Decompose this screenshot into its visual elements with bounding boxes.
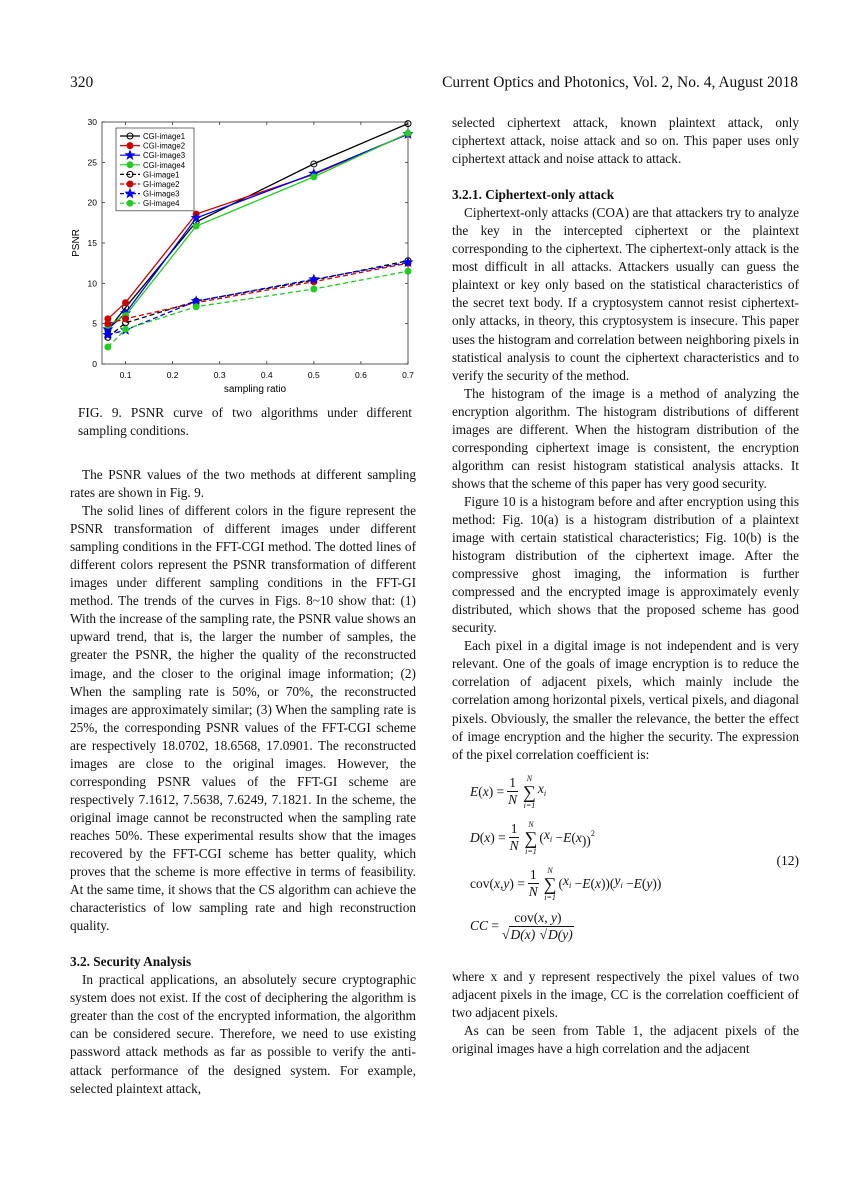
data-point — [123, 326, 129, 332]
x-tick-label: 0.6 — [355, 370, 367, 380]
paragraph: Each pixel in a digital image is not independent and is very relevant. One of the goals of image encryption is to reduce the correlation of adjacent pixels, which mainly include the correlation among horizontal pixels, vertical pixels, and diagonal pixels. Obviously, the smaller the relevance, the better the effect of image encryption and the higher the security. The expression of the pixel correlation coefficient is: — [452, 638, 799, 762]
data-point — [311, 286, 317, 292]
psnr-line-chart — [70, 114, 416, 400]
legend-label: GI-image1 — [143, 170, 180, 180]
page-header — [70, 74, 798, 94]
paragraph: As can be seen from Table 1, the adjacent pixels of the original images have a high correlation and the adjacent — [452, 1022, 799, 1056]
y-tick-label: 0 — [92, 359, 97, 369]
data-point — [193, 223, 199, 229]
x-tick-label: 0.5 — [307, 370, 320, 380]
legend-marker — [127, 200, 133, 206]
x-tick-label: 0.3 — [213, 370, 226, 380]
x-tick-label: 0.1 — [119, 370, 132, 380]
left-column — [70, 114, 416, 1098]
paragraph: Ciphertext-only attacks (COA) are that attackers try to analyze the key in the intercepted ciphertext or the plaintext corresponding to the ciphertext. The ciphertext-only attack is the most difficult in all attacks. Attackers usually can guess the plaintext or key only based on the statistical characteristics of the secret text body. If a cryptosystem cannot resist ciphertext-only attacks, in theory, this cryptosystem is insecure. This paper uses the histogram and correlation between neighboring pixels in statistical analysis to count the ciphertext characteristics and to verify the security of the method. — [452, 205, 799, 383]
data-point — [311, 174, 317, 180]
x-axis-label: sampling ratio — [223, 384, 287, 395]
journal-info: Current Optics and Photonics, Vol. 2, No. 4, August 2018 — [442, 74, 798, 91]
y-tick-label: 10 — [87, 278, 97, 289]
data-point — [405, 268, 411, 274]
page-number: 320 — [70, 74, 94, 91]
equation-12 — [452, 770, 799, 958]
equation-variance: D ( x ) = $\frac{1}{N}$ N ∑ i=1 ( $x_i$ − E ( x ))$^2$ — [470, 819, 595, 856]
legend-label: GI-image3 — [143, 189, 180, 199]
legend-label: GI-image2 — [143, 180, 180, 189]
legend-marker — [127, 162, 133, 168]
paragraph: where x and y represent respectively the pixel values of two adjacent pixels in the image, CC is the correlation coefficient of two adjacent pixels. — [452, 968, 799, 1020]
subsection-heading: 3.2.1. Ciphertext-only attack — [452, 187, 615, 203]
equation-covariance: cov( x , y ) = $\frac{1}{N}$ N ∑ i=1 ( $x_i$ − E ( x ))( $y_i$ − E ( y )) — [470, 865, 662, 902]
y-tick-label: 25 — [87, 157, 97, 168]
y-tick-label: 20 — [87, 197, 97, 208]
series-line — [108, 271, 408, 347]
paragraph: The PSNR values of the two methods at different sampling rates are shown in Fig. 9. — [70, 467, 416, 501]
legend-label: CGI-image3 — [143, 151, 186, 161]
paragraph: In practical applications, an absolutely secure cryptographic system does not exist. If the cost of deciphering the algorithm is greater than the cost of the encrypted information, the algorithm can be considered secure. Therefore, we need to use existing password attack methods as far as possible to verify the anti-attack performance of the designed system. For example, selected plaintext attack, — [70, 972, 416, 1096]
figure-9 — [70, 114, 416, 400]
legend-label: CGI-image2 — [143, 141, 186, 151]
section-heading: 3.2. Security Analysis — [70, 954, 192, 970]
y-tick-label: 30 — [87, 117, 97, 127]
data-point — [193, 304, 199, 310]
paragraph: Figure 10 is a histogram before and after encryption using this method: Fig. 10(a) is a histogram distribution of a plaintext image with certain statistical characteristics; Fig. 10(b) is the histogram distribution of the ciphertext image. After the compressive ghost imaging, the information is further compressed and the encrypted image is approximately evenly distributed, which shows that the proposed scheme has good security. — [452, 493, 799, 636]
x-tick-label: 0.4 — [260, 370, 273, 380]
x-tick-label: 0.2 — [166, 370, 179, 380]
legend-label: CGI-image1 — [143, 132, 186, 141]
data-point — [123, 316, 129, 322]
series-line — [108, 262, 408, 335]
y-axis-label: PSNR — [71, 229, 82, 257]
paragraph: The solid lines of different colors in the figure represent the PSNR transformation of different images under different sampling conditions in the FFT-CGI method. The dotted lines of different colors represent the PSNR transformation of different images under different sampling conditions in the FFT-GI method. The trends of the curves in Figs. 8~10 show that: (1) With the increase of the sampling rate, the PSNR value shows an upward trend, that is, the larger the number of samples, the greater the PSNR, the higher the quality of the reconstructed image, and the closer to the original image information; (2) When the sampling rate is 50%, or 70%, the reconstructed images are approximately similar; (3) When the sampling rate is 25%, the corresponding PSNR values of the FFT-CGI scheme are respectively 18.0702, 18.6568, 17.0901. The reconstructed images are close to the original images. However, the corresponding PSNR values of the FFT-GI scheme are respectively 7.1612, 7.5638, 7.6249, 7.1821. In the scheme, the original image cannot be reconstructed when the sampling rate reaches 50%. These experimental results show that the images recovered by the FFT-CGI scheme has better quality, which proves that the scheme is more effective in terms of feasibility. At the same time, it shows that the CS algorithm can achieve the characteristics of low sampling rate and high reconstruction quality. — [70, 503, 416, 934]
right-column — [452, 114, 799, 1058]
data-point — [105, 344, 111, 350]
x-tick-label: 0.7 — [402, 370, 414, 380]
data-point — [123, 300, 129, 306]
figure-caption: FIG. 9. PSNR curve of two algorithms under different sampling conditions. — [78, 405, 412, 438]
paragraph: The histogram of the image is a method of analyzing the encryption algorithm. The histogram distributions of different images are different. When the histogram distribution of the corresponding ciphertext image is consistent, the encryption algorithm can resist histogram statistical analysis attacks. It shows that the scheme of this paper has very good security. — [452, 385, 799, 491]
data-point — [105, 321, 111, 327]
y-tick-label: 15 — [87, 238, 97, 248]
legend-marker — [127, 143, 133, 149]
legend-marker — [127, 181, 133, 187]
y-tick-label: 5 — [92, 318, 97, 329]
legend-label: GI-image4 — [143, 199, 180, 209]
legend-label: CGI-image4 — [143, 160, 186, 170]
equation-number: (12) — [776, 852, 799, 868]
equation-correlation: CC = $\frac{\text{cov(x, y)}}{√D(x) √D(y)}$ — [470, 909, 573, 942]
equation-expectation: E ( x ) = $\frac{1}{N}$ N ∑ i=1 $x_i$ — [470, 773, 547, 810]
data-point — [405, 130, 411, 136]
paragraph: selected ciphertext attack, known plaintext attack, only ciphertext attack, noise attack and so on. This paper uses only ciphertext attack and noise attack to attack. — [452, 115, 799, 167]
